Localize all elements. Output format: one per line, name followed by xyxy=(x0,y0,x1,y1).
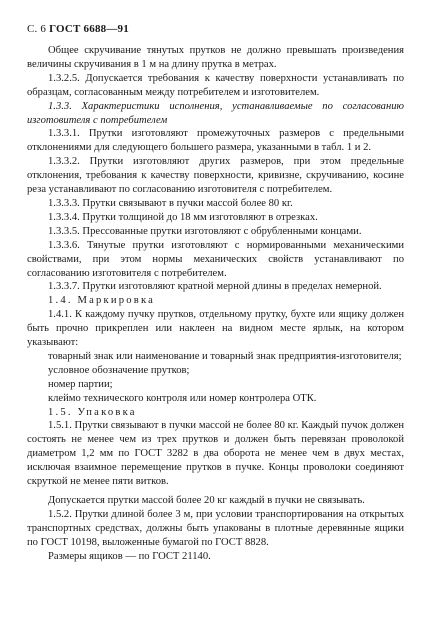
paragraph-1-3-3-2: 1.3.3.2. Прутки изготовляют других размеров, при этом предельные отклонения, требования к качеству поверхности, кривизне, скручиванию, косине реза устанавливают по согласованию изготовителя с потребителем. xyxy=(27,156,404,196)
section-heading-packaging: 1.5. Упаковка xyxy=(48,406,137,418)
paragraph-1-3-3-5: 1.3.3.5. Прессованные прутки изготовляют с обрубленными концами. xyxy=(48,225,362,237)
page-number: С. 6 xyxy=(27,23,47,35)
section-heading-1-3-3: 1.3.3. Характеристики исполнения, устанавливаемые по согласованию изготовителя с потребителем xyxy=(27,100,404,126)
paragraph-1-3-3-3: 1.3.3.3. Прутки связывают в пучки массой более 80 кг. xyxy=(48,197,293,209)
standard-code: ГОСТ 6688—91 xyxy=(49,23,129,35)
paragraph-1-5-1: 1.5.1. Прутки связывают в пучки массой не более 80 кг. Каждый пучок должен состоять не менее чем из трех прутков и должен быть перевязан проволокой диаметром 1,2 мм по ГОСТ 3282 в два оборота не менее чем в двух местах, исключая взаимное перемещение прутков в пучке. Концы проволоки соединяют скруткой не менее пяти витков. xyxy=(27,420,404,488)
list-item-inspection-stamp: клеймо технического контроля или номер контролера ОТК. xyxy=(48,392,317,404)
paragraph-box-sizes: Размеры ящиков — по ГОСТ 21140. xyxy=(48,550,211,562)
list-item-batch-number: номер партии; xyxy=(48,378,113,390)
paragraph-1-3-3-6: 1.3.3.6. Тянутые прутки изготовляют с нормированными механическими свойствами, при этом нормы механических свойств устанавливают по согласованию изготовителя с потребителем. xyxy=(27,239,404,279)
section-heading-marking: 1.4. Маркировка xyxy=(48,295,156,307)
list-item-designation: условное обозначение прутков; xyxy=(48,364,190,376)
paragraph-1-4-1: 1.4.1. К каждому пучку прутков, отдельному прутку, бухте или ящику должен быть прочно прикреплен или наклеен на видном месте ярлык, на котором указывают: xyxy=(27,309,404,349)
paragraph-1-5-2: 1.5.2. Прутки длиной более 3 м, при условии транспортирования на открытых транспортных средствах, должны быть упакованы в плотные деревянные ящики по ГОСТ 10198, выложенные бумагой по ГОСТ 8828. xyxy=(27,508,404,548)
paragraph-1-3-3-7: 1.3.3.7. Прутки изготовляют кратной мерной длины в пределах немерной. xyxy=(48,281,382,293)
paragraph-1-3-3-4: 1.3.3.4. Прутки толщиной до 18 мм изготовляют в отрезках. xyxy=(48,211,318,223)
paragraph-1-3-3-1: 1.3.3.1. Прутки изготовляют промежуточных размеров с предельными отклонениями для следующего большего размера, указанными в табл. 1 и 2. xyxy=(27,128,404,154)
paragraph-1-3-2-5: 1.3.2.5. Допускается требования к качеству поверхности устанавливать по образцам, согласованным между потребителем и изготовителем. xyxy=(27,72,404,98)
paragraph-twist: Общее скручивание тянутых прутков не должно превышать произведения величины скручивания в 1 м на длину прутка в метрах. xyxy=(27,45,404,70)
paragraph-bundling-allowed: Допускается прутки массой более 20 кг каждый в пучки не связывать. xyxy=(48,495,365,506)
page-header xyxy=(27,22,404,36)
list-item-trademark: товарный знак или наименование и товарный знак предприятия-изготовителя; xyxy=(48,350,402,362)
